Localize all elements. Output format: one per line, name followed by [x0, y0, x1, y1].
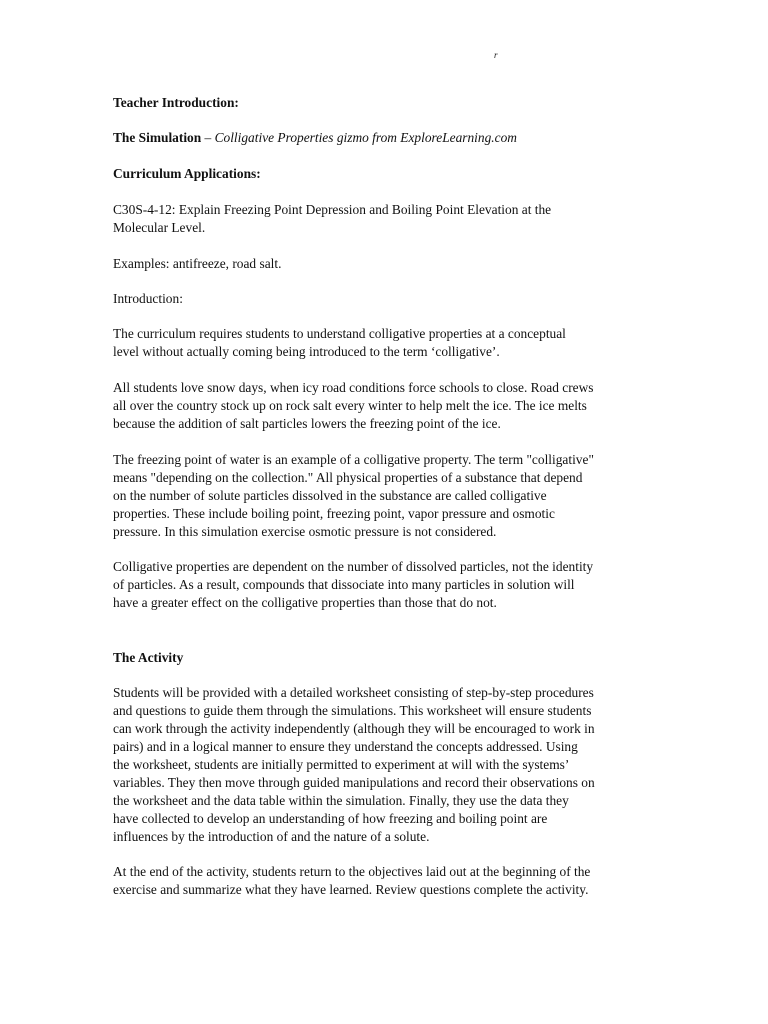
para-activity-line-8: have collected to develop an understanding of how freezing and boiling point are: [113, 811, 548, 826]
para-activity-line-5: the worksheet, students are initially permitted to experiment at will with the systems’: [113, 757, 570, 772]
para-activity-line-2: and questions to guide them through the simulations. This worksheet will ensure students: [113, 703, 592, 718]
heading-the-activity: The Activity: [113, 650, 184, 665]
simulation-dash: –: [201, 130, 215, 145]
para-dependent-line-2: of particles. As a result, compounds that dissociate into many particles in solution will: [113, 577, 575, 592]
para-activity-line-9: influences by the introduction of and the nature of a solute.: [113, 829, 430, 844]
para-activity-line-3: can work through the activity independently (although they will be encouraged to work in: [113, 721, 595, 736]
para-snow-line-2: all over the country stock up on rock salt every winter to help melt the ice. The ice melts: [113, 398, 587, 413]
para-snow-line-3: because the addition of salt particles lowers the freezing point of the ice.: [113, 416, 501, 431]
simulation-line: [113, 129, 653, 147]
para-freezing-line-5: pressure. In this simulation exercise osmotic pressure is not considered.: [113, 524, 497, 539]
para-activity-line-4: pairs) and in a logical manner to ensure they understand the concepts addressed. Using: [113, 739, 578, 754]
para-freezing-line-4: properties. These include boiling point, freezing point, vapor pressure and osmotic: [113, 506, 555, 521]
para-curriculum-line-2: level without actually coming being introduced to the term ‘colligative’.: [113, 344, 500, 359]
heading-curriculum-applications: Curriculum Applications:: [113, 166, 261, 181]
para-freezing-line-3: on the number of solute particles dissolved in the substance are called colligative: [113, 488, 547, 503]
para-dependent-line-1: Colligative properties are dependent on the number of dissolved particles, not the identity: [113, 559, 594, 574]
para-end-line-2: exercise and summarize what they have learned. Review questions complete the activity.: [113, 882, 589, 897]
examples-line: Examples: antifreeze, road salt.: [113, 256, 282, 271]
introduction-label: Introduction:: [113, 291, 183, 306]
para-activity-line-1: Students will be provided with a detailed worksheet consisting of step-by-step procedures: [113, 685, 594, 700]
para-curriculum-line-1: The curriculum requires students to understand colligative properties at a conceptual: [113, 326, 566, 341]
para-dependent-line-3: have a greater effect on the colligative properties than those that do not.: [113, 595, 497, 610]
outcome-line-1: C30S-4-12: Explain Freezing Point Depression and Boiling Point Elevation at the: [113, 202, 552, 217]
para-activity-line-6: variables. They then move through guided manipulations and record their observations on: [113, 775, 595, 790]
outcome-line-2: Molecular Level.: [113, 220, 206, 235]
para-snow-line-1: All students love snow days, when icy road conditions force schools to close. Road crews: [113, 380, 594, 395]
heading-teacher-introduction: Teacher Introduction:: [113, 95, 239, 110]
para-end-line-1: At the end of the activity, students return to the objectives laid out at the beginning of the: [113, 864, 591, 879]
para-freezing-line-1: The freezing point of water is an example of a colligative property. The term "colligative": [113, 452, 594, 467]
corner-mark: r: [494, 50, 498, 60]
simulation-title: Colligative Properties gizmo from ExploreLearning.com: [214, 130, 517, 145]
simulation-label: The Simulation: [113, 130, 202, 145]
para-freezing-line-2: means "depending on the collection." All physical properties of a substance that depend: [113, 470, 583, 485]
para-activity-line-7: the worksheet and the data table within the simulation. Finally, they use the data they: [113, 793, 569, 808]
